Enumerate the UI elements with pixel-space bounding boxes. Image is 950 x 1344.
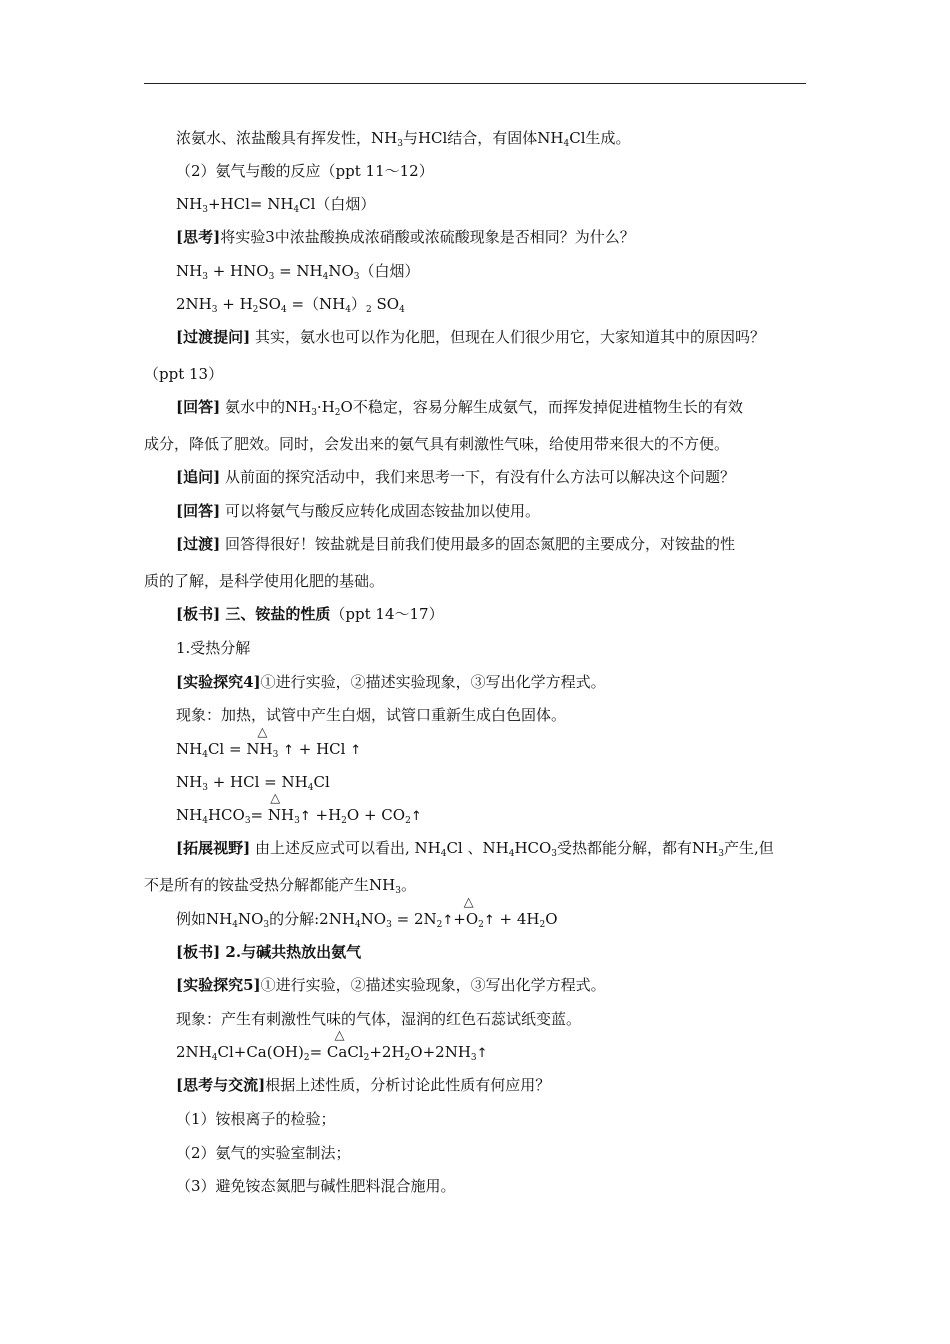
text-line: 质的了解，是科学使用化肥的基础。: [144, 572, 385, 590]
up-arrow-icon: ↑: [350, 743, 362, 758]
tag-label: [实验探究4]: [176, 673, 261, 691]
subscript: 3: [202, 272, 208, 282]
text-line: 现象：加热，试管中产生白烟，试管口重新生成白色固体。: [176, 706, 567, 724]
subscript: 3: [272, 750, 279, 760]
text-line: [过渡] 回答得很好！铵盐就是目前我们使用最多的固态氮肥的主要成分，对铵盐的性: [176, 535, 735, 553]
text-line: [回答] 氨水中的$NH_3\cdot H_2O$不稳定，容易分解生成氨气，而挥发掉促进植物生长的有效: [176, 398, 743, 418]
header-rule: [144, 83, 806, 84]
subscript: 3: [386, 920, 392, 930]
subscript: 3: [244, 816, 251, 826]
text-line: [追问] 从前面的探究活动中，我们来思考一下，有没有什么方法可以解决这个问题？: [176, 468, 735, 486]
subscript: 2: [363, 1053, 370, 1063]
text-line: （ppt 13）: [144, 365, 224, 383]
subscript: 3: [395, 886, 401, 896]
text-line: 成分，降低了肥效。同时，会发出来的氨气具有刺激性气味，给使用带来很大的不方便。: [144, 435, 730, 453]
subscript: 4: [232, 920, 238, 930]
text-line: 1.受热分解: [176, 639, 251, 657]
subscript: 2: [366, 305, 372, 315]
subscript: 2: [405, 816, 411, 826]
equation-line: $NH_3 + HNO_3 = NH_4NO_3$（白烟）: [176, 262, 420, 282]
list-item: （3）避免铵态氮肥与碱性肥料混合施用。: [176, 1177, 456, 1195]
subscript: 3: [268, 272, 275, 282]
subscript: 3: [211, 305, 218, 315]
text-line: （2）氨气与酸的反应（ppt 11～12）: [176, 162, 434, 180]
subscript: 2: [539, 920, 546, 930]
subscript: 3: [294, 816, 300, 826]
subscript: 2: [478, 920, 484, 930]
text-line: [实验探究4]①进行实验，②描述实验现象，③写出化学方程式。: [176, 673, 606, 691]
text-line: 现象：产生有刺激性气味的气体，湿润的红色石蕊试纸变蓝。: [176, 1010, 582, 1028]
tag-label: [思考]: [176, 228, 221, 246]
heat-delta-symbol: △: [334, 1028, 345, 1043]
subscript: 2: [334, 408, 341, 418]
text-line: [回答] 可以将氨气与酸反应转化成固态铵盐加以使用。: [176, 502, 540, 520]
subscript: 4: [202, 750, 208, 760]
tag-label: [回答]: [176, 502, 221, 520]
subscript: 2: [303, 1053, 310, 1063]
subscript: 2: [404, 1053, 411, 1063]
equation-line: $NH_3+HCl= NH_4Cl$（白烟）: [176, 195, 376, 215]
list-item: （2）氨气的实验室制法；: [176, 1144, 351, 1162]
subscript: 4: [508, 849, 515, 859]
equation-line: $NH_4HCO_3$ △ = $NH_3↑ +H_2O$ + $CO_2↑$: [176, 791, 422, 826]
subscript: 3: [718, 849, 724, 859]
text-line: 浓氨水、浓盐酸具有挥发性，$NH_3$与HCl结合，有固体$NH_4Cl$生成。: [176, 129, 631, 149]
subscript: 4: [293, 205, 300, 215]
subscript: 3: [470, 1053, 477, 1063]
subscript: 2: [341, 816, 347, 826]
heat-delta-symbol: △: [463, 895, 474, 910]
subscript: 3: [311, 408, 317, 418]
equation-line: $2NH_3 + H_2SO_4 =(NH_4)_2$ $SO_4$: [176, 295, 405, 315]
tag-label: [过渡]: [176, 535, 221, 553]
equation-line: $NH_3$ + HCl = $NH_4Cl$: [176, 773, 330, 793]
subscript: 3: [397, 139, 403, 149]
up-arrow-icon: ↑: [299, 809, 311, 824]
equation-line: $2NH_4Cl+Ca(OH)_2$ △ = $CaCl_2+2H_2O+2NH_3↑$: [176, 1028, 488, 1063]
subscript: 4: [202, 816, 208, 826]
subscript: 4: [354, 920, 361, 930]
up-arrow-icon: ↑: [442, 913, 454, 928]
subscript: 4: [563, 139, 570, 149]
subscript: 4: [280, 305, 287, 315]
heat-delta-symbol: △: [270, 791, 281, 806]
text-line: 不是所有的铵盐受热分解都能产生$NH_3$。: [144, 876, 416, 896]
text-line: [过渡提问] 其实，氨水也可以作为化肥，但现在人们很少用它，大家知道其中的原因吗？: [176, 328, 765, 346]
tag-label: [思考与交流]: [176, 1076, 266, 1094]
text-line: [思考与交流]根据上述性质，分析讨论此性质有何应用？: [176, 1076, 551, 1094]
subscript: 4: [307, 783, 314, 793]
tag-label: [过渡提问]: [176, 328, 251, 346]
equation-line: 例如$NH_4NO_3$的分解$:2NH_4NO_3$ = $2N_2↑$ △ $+O_2↑ + 4H_2O$: [176, 895, 558, 930]
subscript: 3: [263, 920, 270, 930]
tag-label: [回答]: [176, 398, 221, 416]
text-line: [拓展视野] 由上述反应式可以看出, $NH_4Cl$ 、$NH_4HCO_3$受热都能分解，都有$NH_3$产生,但: [176, 839, 774, 859]
subscript: 3: [202, 205, 208, 215]
equation-line: $NH_4Cl$ = △ $NH_3$ ↑ + HCl ↑: [176, 725, 362, 760]
heat-delta-symbol: △: [257, 725, 268, 740]
up-arrow-icon: ↑: [483, 913, 495, 928]
subscript: 4: [211, 1053, 218, 1063]
subscript: 3: [353, 272, 360, 282]
up-arrow-icon: ↑: [283, 743, 294, 758]
tag-label: [追问]: [176, 468, 221, 486]
up-arrow-icon: ↑: [476, 1046, 488, 1061]
subscript: 2: [436, 920, 443, 930]
subscript: 3: [551, 849, 558, 859]
subscript: 4: [322, 272, 329, 282]
subscript: 4: [440, 849, 447, 859]
section-heading: [板书] 2.与碱共热放出氨气: [176, 943, 362, 961]
text-line: [思考]将实验3中浓盐酸换成浓硝酸或浓硫酸现象是否相同？为什么？: [176, 228, 635, 246]
tag-label: [实验探究5]: [176, 976, 261, 994]
text-line: [实验探究5]①进行实验，②描述实验现象，③写出化学方程式。: [176, 976, 606, 994]
tag-label: [拓展视野]: [176, 839, 251, 857]
subscript: 3: [202, 783, 208, 793]
subscript: 2: [252, 305, 259, 315]
up-arrow-icon: ↑: [410, 809, 422, 824]
list-item: （1）铵根离子的检验；: [176, 1110, 336, 1128]
section-heading: [板书] 三、铵盐的性质（ppt 14～17）: [176, 605, 444, 623]
subscript: 4: [399, 305, 405, 315]
subscript: 4: [345, 305, 351, 315]
